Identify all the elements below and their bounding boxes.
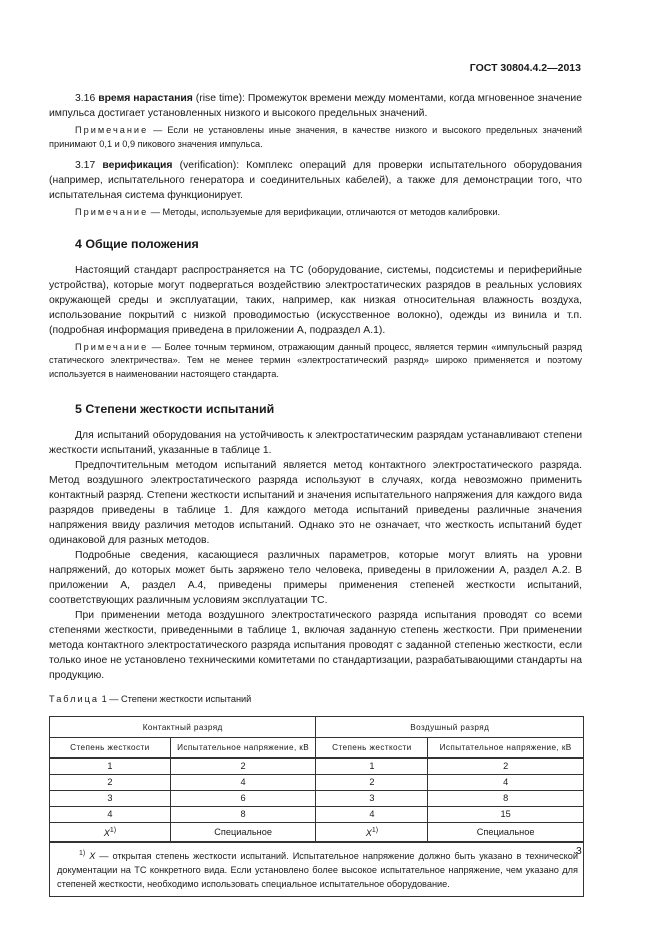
table-footnote bbox=[50, 842, 584, 897]
clause-body: (rise time): Промежуток времени между моментами, когда мгновенное значение импульса достигает установленных низкого и высокого предельных значений. bbox=[49, 93, 582, 119]
term: время нарастания bbox=[98, 93, 193, 104]
open-level-symbol: X bbox=[365, 828, 372, 839]
clause-number: 3.17 bbox=[75, 160, 103, 171]
cell-air-voltage: 4 bbox=[428, 775, 584, 791]
cell-air-level: 2 bbox=[316, 775, 428, 791]
section-5-paragraph-4: При применении метода воздушного электростатического разряда испытания проводят со всеми степенями жесткости, приведенными в таблице 1, включая заданную степень жесткости. При применении метода контактного электростатического разряда испытания проводят с заданной степенью жесткости, если только иное не установлено техническими комитетами по стандартизации, разрабатывающими стандарты на продукцию. bbox=[49, 610, 582, 681]
cell-contact-level: 3 bbox=[50, 791, 171, 807]
table-footnote-row bbox=[50, 842, 584, 897]
cell-air-voltage: 2 bbox=[428, 758, 584, 775]
cell-air-level bbox=[316, 823, 428, 843]
cell-air-level: 1 bbox=[316, 758, 428, 775]
col-level-air: Степень жесткости bbox=[316, 738, 428, 759]
term: верификация bbox=[102, 160, 173, 171]
clause-body: (verification): Комплекс операций для проверки испытательного оборудования (например, испытательного генератора и соединительных кабелей), а также для демонстрации того, что испытательная система функционирует. bbox=[49, 160, 582, 201]
section-5-heading: 5 Степени жесткости испытаний bbox=[75, 402, 275, 416]
open-level-symbol: X bbox=[103, 828, 110, 839]
footnote-ref: 1) bbox=[109, 827, 117, 834]
group-air-discharge: Воздушный разряд bbox=[316, 717, 584, 738]
section-5-paragraph-1: Для испытаний оборудования на устойчивость к электростатическим разрядам устанавливают степени жесткости испытаний, указанные в таблице 1. bbox=[49, 430, 582, 456]
note-label: Примечание bbox=[75, 125, 149, 135]
caption-label: Таблица bbox=[49, 694, 100, 704]
table-row bbox=[50, 758, 584, 775]
document-id-header: ГОСТ 30804.4.2—2013 bbox=[469, 62, 581, 74]
table-row bbox=[50, 791, 584, 807]
cell-contact-level: 2 bbox=[50, 775, 171, 791]
clause-number: 3.16 bbox=[75, 93, 99, 104]
note-text: — Если не установлены иные значения, в качестве низкого и высокого предельных значений принимают 0,1 и 0,9 пикового значения импульса. bbox=[49, 125, 582, 149]
footnote-text: — открытая степень жесткости испытаний. Испытательное напряжение должно быть указано в технической документации на ТС конкретного вида. Если установлено более высокое испытательное напряжение, чем указано для степеней жесткости, необходимо использовать специальное испытательное оборудование. bbox=[57, 851, 578, 890]
footnote-symbol: X bbox=[89, 851, 96, 862]
table-column-header-row bbox=[50, 738, 584, 759]
cell-air-voltage: 8 bbox=[428, 791, 584, 807]
note-3-16 bbox=[49, 124, 582, 151]
cell-contact-level: 4 bbox=[50, 807, 171, 823]
note-section-4 bbox=[49, 341, 582, 382]
note-label: Примечание bbox=[75, 341, 149, 352]
cell-contact-level bbox=[50, 823, 171, 843]
table-group-header-row bbox=[50, 717, 584, 738]
clause-3-16 bbox=[49, 91, 582, 121]
footnote-ref: 1) bbox=[371, 827, 379, 834]
col-level-contact: Степень жесткости bbox=[50, 738, 171, 759]
cell-contact-voltage: 4 bbox=[170, 775, 316, 791]
table-row bbox=[50, 775, 584, 791]
table-row bbox=[50, 823, 584, 843]
cell-contact-voltage: 8 bbox=[170, 807, 316, 823]
table-1-caption bbox=[49, 694, 582, 704]
footnote-mark: 1) bbox=[79, 850, 86, 858]
note-text: — Более точным термином, отражающим данный процесс, является термин «импульсный разряд статического электричества». Тем не менее термин «электростатический разряд» широко применяется и поэтому используется в наименовании настоящего стандарта. bbox=[49, 341, 582, 379]
group-contact-discharge: Контактный разряд bbox=[50, 717, 316, 738]
page-number: 3 bbox=[576, 846, 582, 857]
cell-contact-voltage: Специальное bbox=[170, 823, 316, 843]
cell-air-voltage: 15 bbox=[428, 807, 584, 823]
col-voltage-air: Испытательное напряжение, кВ bbox=[428, 738, 584, 759]
cell-air-level: 4 bbox=[316, 807, 428, 823]
table-row bbox=[50, 807, 584, 823]
page-content bbox=[49, 91, 582, 897]
col-voltage-contact: Испытательное напряжение, кВ bbox=[170, 738, 316, 759]
note-label: Примечание bbox=[75, 207, 149, 217]
note-3-17 bbox=[49, 206, 582, 220]
section-4-heading: 4 Общие положения bbox=[75, 236, 199, 251]
cell-contact-voltage: 6 bbox=[170, 791, 316, 807]
cell-contact-level: 1 bbox=[50, 758, 171, 775]
caption-text: 1 — Степени жесткости испытаний bbox=[99, 694, 252, 704]
cell-air-level: 3 bbox=[316, 791, 428, 807]
clause-3-17 bbox=[49, 158, 582, 203]
cell-contact-voltage: 2 bbox=[170, 758, 316, 775]
section-5-paragraph-2: Предпочтительным методом испытаний является метод контактного электростатического разряда. Метод воздушного электростатического разряда используют в случаях, когда невозможно применить контактный разряд. Степени жесткости испытаний и значения испытательного напряжения для каждого вида разрядов приведены в таблице 1. Для каждого метода испытаний приведены различные значения напряжения ввиду различия методов испытаний. Однако это не означает, что жесткость испытаний будет одинаковой для разных методов. bbox=[49, 460, 582, 546]
section-4-paragraph: Настоящий стандарт распространяется на ТС (оборудование, системы, подсистемы и периферийные устройства), которые могут подвергаться воздействию электростатических разрядов в реальных условиях окружающей среды и эксплуатации, таких, например, как низкая относительная влажность воздуха, использование покрытий с низкой проводимостью (искусственное волокно), одежды из винила и т.п. (подробная информация приведена в приложении А, подраздел А.1). bbox=[49, 264, 582, 336]
table-1 bbox=[49, 716, 584, 897]
section-5-paragraph-3: Подробные сведения, касающиеся различных параметров, которые могут влиять на уровни напряжений, до которых может быть заряжено тело человека, приведены в приложении А, раздел А.2. В приложении А, раздел А.4, приведены примеры применения степеней жесткости испытаний, соответствующих различным условиям эксплуатации ТС. bbox=[49, 550, 582, 606]
cell-air-voltage: Специальное bbox=[428, 823, 584, 843]
note-text: — Методы, используемые для верификации, отличаются от методов калибровки. bbox=[148, 207, 501, 217]
